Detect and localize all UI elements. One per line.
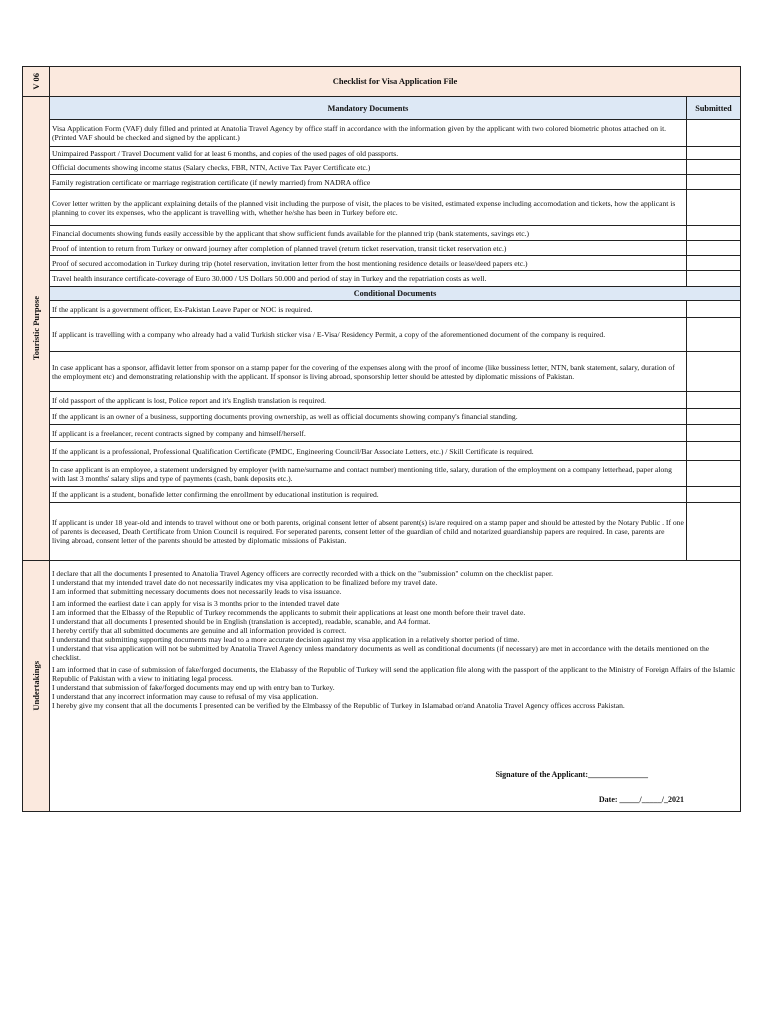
mandatory-row: [50, 241, 740, 256]
submitted-checkbox[interactable]: [687, 352, 740, 391]
mandatory-row: [50, 226, 740, 241]
mandatory-item: Travel health insurance certificate-coverage of Euro 30.000 / US Dollars 50.000 and period of stay in Turkey and the repatriation costs as well.: [50, 271, 687, 286]
submitted-checkbox[interactable]: [687, 226, 740, 240]
date-line[interactable]: Date: _____/_____/_2021: [598, 795, 684, 804]
undertakings-label: Undertakings: [31, 661, 41, 711]
conditional-item: If the applicant is a professional, Professional Qualification Certificate (PMDC, Engineering Council/Bar Associate Letters, etc.) / Skill Certificate is required.: [50, 442, 687, 460]
conditional-item: If applicant is a freelancer, recent contracts signed by company and himself/herself.: [50, 425, 687, 441]
mandatory-row: [50, 256, 740, 271]
submitted-checkbox[interactable]: [687, 241, 740, 255]
undertaking-item: I am informed that in case of submission of fake/forged documents, the Elabassy of the Republic of Turkey will send the application file along with the passport of the applicant to the Ministry of Foreign Affairs of the Islamic Republic of Pakistan with a view to initiating legal process.: [52, 665, 736, 683]
conditional-row: [50, 392, 740, 409]
submitted-checkbox[interactable]: [687, 271, 740, 286]
mandatory-row: [50, 147, 740, 160]
undertaking-item: I understand that submission of fake/forged documents may end up with entry ban to Turkey.: [52, 683, 335, 692]
mandatory-item: Cover letter written by the applicant explaining details of the planned visit including the purpose of visit, the places to be visited, estimated expense including accomodation and tickets, how the applicant is planning to cover its expenses, who the applicant is travelling with, whether he/she has been in Turkey before etc.: [50, 190, 687, 225]
undertaking-item: I declare that all the documents I presented to Anatolia Travel Agency officers are correctly recorded with a thick on the "submission" column on the checklist paper.: [52, 569, 553, 578]
submitted-checkbox[interactable]: [687, 461, 740, 486]
submitted-checkbox[interactable]: [687, 120, 740, 146]
undertaking-item: I hereby certify that all submitted documents are genuine and all information provided is correct.: [52, 626, 347, 635]
tourist-purpose-cell: [23, 97, 49, 561]
submitted-checkbox[interactable]: [687, 425, 740, 441]
undertaking-item: I am informed that the Elbassy of the Republic of Turkey recommends the applicants to submit their applications at least one month before their travel date.: [52, 608, 526, 617]
submitted-checkbox[interactable]: [687, 409, 740, 424]
conditional-header-row: [50, 287, 740, 301]
conditional-item: In case applicant is an employee, a statement undersigned by employer (with name/surname and contact number) mentioning title, salary, duration of the employment on a company letterhead, paper along with last 3 months' salary slips and type of payments (cash, bank deposits etc.).: [50, 461, 687, 486]
conditional-row: [50, 487, 740, 503]
submitted-header: Submitted: [695, 103, 732, 113]
undertakings-cell: [23, 561, 49, 811]
mandatory-row: [50, 120, 740, 147]
conditional-item: If the applicant is a government officer, Ex-Pakistan Leave Paper or NOC is required.: [50, 301, 687, 317]
undertaking-item: I am informed the earliest date i can apply for visa is 3 months prior to the intended travel date: [52, 599, 340, 608]
mandatory-row: [50, 160, 740, 175]
signature-line[interactable]: Signature of the Applicant:_______________: [495, 770, 648, 779]
conditional-header: Conditional Documents: [353, 289, 437, 298]
mandatory-item: Proof of secured accomodation in Turkey during trip (hotel reservation, invitation letter from the host mentioning residence details or lease/deed papers etc.): [50, 256, 687, 270]
form-code-cell: [23, 67, 49, 97]
undertaking-item: I understand that visa application will not be submitted by Anatolia Travel Agency unless mandatory documents as well as conditional documents (if necessary) are met in accordance with the details mentioned on the checklist.: [52, 644, 710, 662]
conditional-item: If applicant is travelling with a company who already had a valid Turkish sticker visa / E-Visa/ Residency Permit, a copy of the aforementioned document of the company is required.: [50, 318, 687, 351]
conditional-row: [50, 352, 740, 392]
mandatory-item: Visa Application Form (VAF) duly filled and printed at Anatolia Travel Agency by office staff in accordance with the information given by the applicant with two colored biometric photos attached on it. (Printed VAF should be checked and signed by the applicant.): [50, 120, 687, 146]
submitted-checkbox[interactable]: [687, 160, 740, 174]
checklist-main: [50, 67, 740, 811]
conditional-item: If the applicant is a student, bonafide letter confirming the enrollment by educational institution is required.: [50, 487, 687, 502]
conditional-row: [50, 442, 740, 461]
conditional-item: If the applicant is an owner of a business, supporting documents proving ownership, as well as official documents showing company's financial standing.: [50, 409, 687, 424]
conditional-row: [50, 425, 740, 442]
undertaking-item: I understand that my intended travel date do not necessarily indicates my visa application to be finalized before my travel date.: [52, 578, 438, 587]
mandatory-item: Proof of intention to return from Turkey or onward journey after completion of planned travel (return ticket reservation, transit ticket reservation etc.): [50, 241, 687, 255]
submitted-checkbox[interactable]: [687, 256, 740, 270]
mandatory-row: [50, 190, 740, 226]
submitted-checkbox[interactable]: [687, 392, 740, 408]
conditional-row: [50, 503, 740, 561]
submitted-checkbox[interactable]: [687, 175, 740, 189]
mandatory-item: Official documents showing income status (Salary checks, FBR, NTN, Active Tax Payer Certificate etc.): [50, 160, 687, 174]
conditional-item: If old passport of the applicant is lost, Police report and it's English translation is required.: [50, 392, 687, 408]
conditional-item: In case applicant has a sponsor, affidavit letter from sponsor on a stamp paper for the covering of the expenses along with the proof of income (like bussiness letter, NTN, bank statement, salary, duration of the employment etc) and demonstrating relationship with the applicant. If sponsor is living abroad, sponsorship letter should be attested by diplomatic missions of Pakistan.: [50, 352, 687, 391]
undertaking-item: I understand that submitting supporting documents may lead to a more accurate decision against my visa application in a relatively shorter period of time.: [52, 635, 520, 644]
undertaking-item: I hereby give my consent that all the documents I presented can be verified by the Elmbassy of the Republic of Turkey in Islamabad or/and Anatolia Travel Agency offices accross Pakistan.: [52, 701, 625, 710]
submitted-checkbox[interactable]: [687, 487, 740, 502]
side-column: [23, 67, 50, 811]
conditional-row: [50, 301, 740, 318]
mandatory-row: [50, 175, 740, 190]
tourist-purpose-label: Touristic Purpose: [31, 296, 41, 361]
undertaking-item: I understand that all documents I presented should be in English (translation is accepted), readable, scanable, and A4 format.: [52, 617, 431, 626]
mandatory-item: Financial documents showing funds easily accessible by the applicant that show sufficient funds available for the planned trip (bank statements, savings etc.): [50, 226, 687, 240]
conditional-row: [50, 318, 740, 352]
conditional-row: [50, 461, 740, 487]
conditional-item: If applicant is under 18 year-old and intends to travel without one or both parents, original consent letter of absent parent(s) is/are required on a stamp paper and should be attested by the Notary Public . If one of parents is deceased, Death Certificate from Union Council is required. For seperated parents, consent letter of the guardian of child and notarized guardianship papers are required. In case, parents are living abroad, consent letter of the parents should be attested by diplomatic missions of Pakistan.: [50, 503, 687, 560]
submitted-checkbox[interactable]: [687, 442, 740, 460]
submitted-checkbox[interactable]: [687, 301, 740, 317]
mandatory-header: Mandatory Documents: [50, 97, 687, 119]
submitted-checkbox[interactable]: [687, 503, 740, 560]
form-code: V 06: [31, 73, 41, 90]
submitted-checkbox[interactable]: [687, 318, 740, 351]
mandatory-header-row: [50, 97, 740, 120]
page-title: Checklist for Visa Application File: [332, 76, 458, 86]
mandatory-item: Unimpaired Passport / Travel Document valid for at least 6 months, and copies of the used pages of old passports.: [50, 147, 687, 159]
conditional-row: [50, 409, 740, 425]
checklist-sheet: [22, 66, 741, 812]
mandatory-row: [50, 271, 740, 287]
title-row: [50, 67, 740, 97]
submitted-checkbox[interactable]: [687, 190, 740, 225]
undertaking-item: I understand that any incorrect information may cause to refusal of my visa application.: [52, 692, 319, 701]
submitted-checkbox[interactable]: [687, 147, 740, 159]
undertaking-item: I am informed that submitting necessary documents does not necessarily leads to visa issuance.: [52, 587, 342, 596]
mandatory-item: Family registration certificate or marriage registration certificate (if newly married) from NADRA office: [50, 175, 687, 189]
